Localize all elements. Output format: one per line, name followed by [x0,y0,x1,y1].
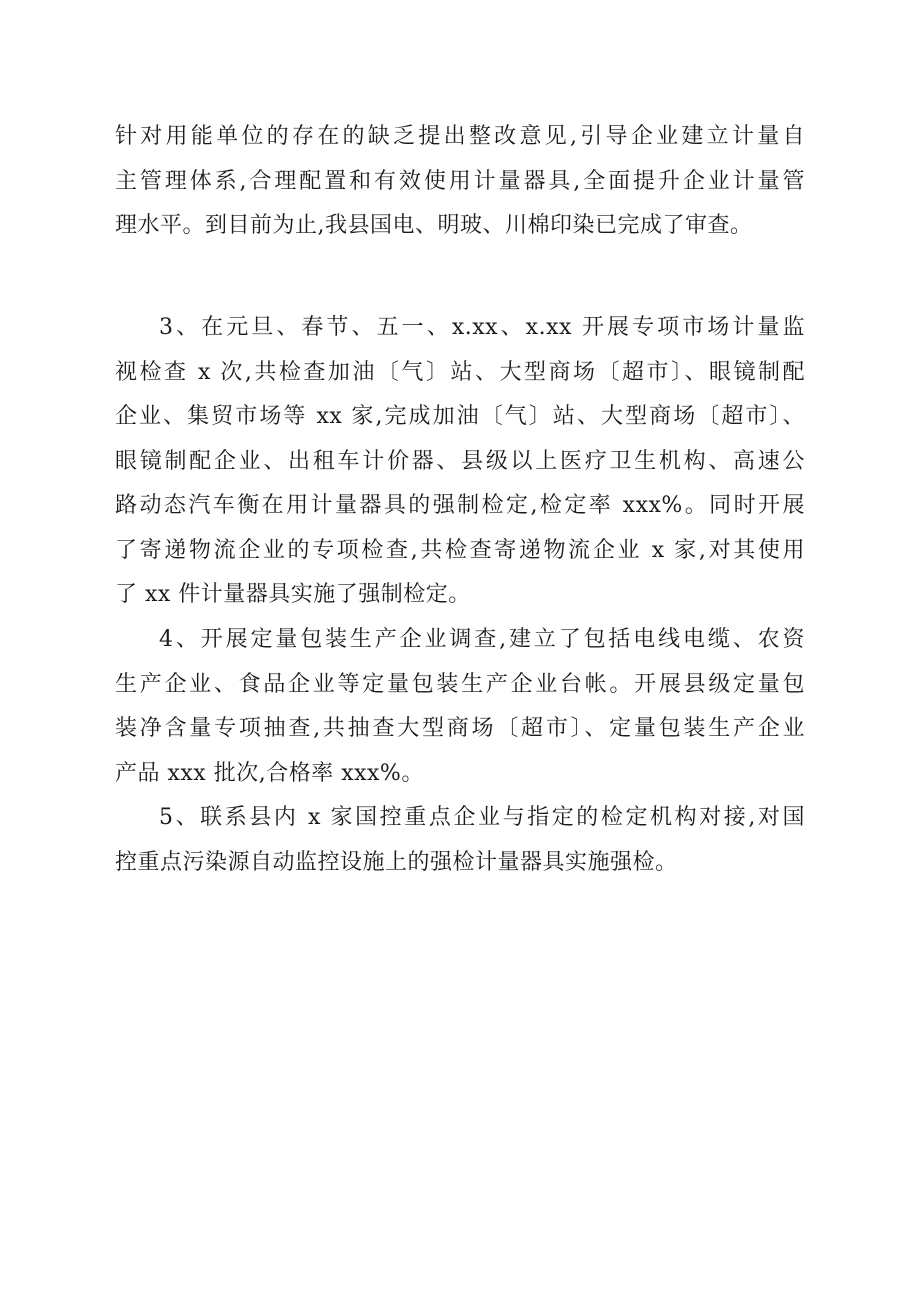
paragraph-line: 4、开展定量包装生产企业调查,建立了包括电线电缆、农资 [159,627,805,652]
paragraph-line: 了 xx 件计量器具实施了强制检定。 [115,582,471,607]
paragraph-line: 5、联系县内 x 家国控重点企业与指定的检定机构对接,对国 [159,805,805,830]
paragraph-line: 装净含量专项抽查,共抽查大型商场〔超市〕、定量包装生产企业 [115,716,805,741]
paragraph-1 [115,115,805,249]
paragraph-item-4 [115,618,805,796]
paragraph-line: 视检查 x 次,共检查加油〔气〕站、大型商场〔超市〕、眼镜制配 [115,359,805,385]
paragraph-line: 主管理体系,合理配置和有效使用计量器具,全面提升企业计量管 [115,168,805,194]
paragraph-item-3 [115,306,805,618]
paragraph-line: 眼镜制配企业、出租车计价器、县级以上医疗卫生机构、高速公 [115,448,805,474]
paragraph-line: 理水平。到目前为止,我县国电、明玻、川棉印染已完成了审查。 [115,213,753,238]
paragraph-line: 路动态汽车衡在用计量器具的强制检定,检定率 xxx%。同时开展 [115,493,805,518]
paragraph-item-5 [115,796,805,885]
paragraph-line: 产品 xxx 批次,合格率 xxx%。 [115,760,424,786]
paragraph-line: 了寄递物流企业的专项检查,共检查寄递物流企业 x 家,对其使用 [115,537,805,563]
paragraph-line: 生产企业、食品企业等定量包装生产企业台帐。开展县级定量包 [115,671,805,697]
paragraph-line: 针对用能单位的存在的缺乏提出整改意见,引导企业建立计量自 [115,124,805,149]
paragraph-line: 控重点污染源自动监控设施上的强检计量器具实施强检。 [115,849,678,875]
paragraph-line: 3、在元旦、春节、五一、x.xx、x.xx 开展专项市场计量监 [159,315,805,340]
paragraph-line: 企业、集贸市场等 xx 家,完成加油〔气〕站、大型商场〔超市〕、 [115,404,805,429]
